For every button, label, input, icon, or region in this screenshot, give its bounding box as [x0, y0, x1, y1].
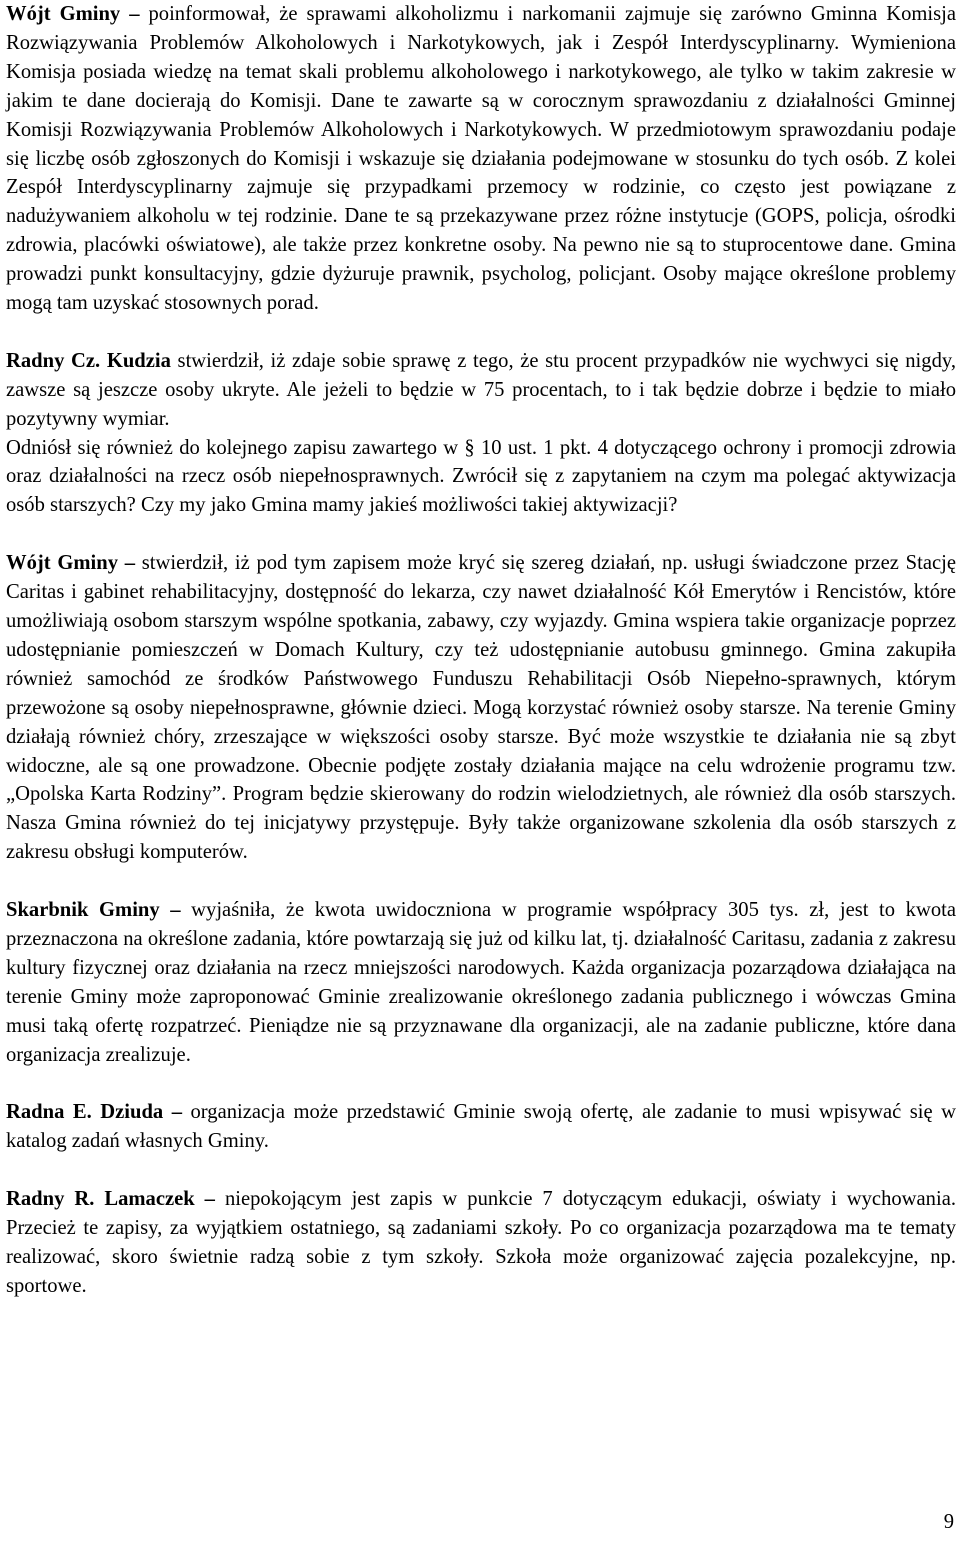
paragraph-skarbnik — [6, 896, 956, 1069]
document-page — [6, 0, 956, 1301]
paragraph-dziuda — [6, 1098, 956, 1156]
speaker-label: Radna E. Dziuda – — [6, 1101, 182, 1124]
paragraph-gap — [6, 520, 956, 549]
paragraph-text: wyjaśniła, że kwota uwidoczniona w programie współpracy 305 tys. zł, jest to kwota przeznaczona na określone zadania, które powtarzają się już od kilku lat, tj. działalność Caritasu, zadania z zakresu kultury fizycznej oraz działania na rzecz mniejszości narodowych. Każda organizacja pozarządowa działająca na terenie Gminy może zaproponować Gminie zrealizowanie określonego zadania publicznego i wówczas Gmina musi taką ofertę rozpatrzeć. Pieniądze nie są przyznawane dla organizacji, ale na zadanie publiczne, które dana organizacja zrealizuje. — [6, 899, 956, 1066]
paragraph-wojt-activation — [6, 549, 956, 867]
paragraph-gap — [6, 1069, 956, 1098]
speaker-label: Wójt Gminy – — [6, 3, 140, 25]
paragraph-text: poinformował, że sprawami alkoholizmu i narkomanii zajmuje się zarówno Gminna Komisja Rozwiązywania Problemów Alkoholowych i Narkotykowych, jak i Zespół Interdyscyplinarny. Wymieniona Komisja posiada wiedzę na temat skali problemu alkoholowego i narkotykowego, ale tylko w takim zakresie w jakim te dane docierają do Komisji. Dane te zawarte są w corocznym sprawozdaniu z działalności Gminnej Komisji Rozwiązywania Problemów Alkoholowych i Narkotykowych. W przedmiotowym sprawozdaniu podaje się liczbę osób zgłoszonych do Komisji i wskazuje się działania podejmowane w stosunku do tych osób. Z kolei Zespół Interdyscyplinarny zajmuje się przypadkami przemocy w rodzinie, co często jest powiązane z nadużywaniem alkoholu w tej rodzinie. Dane te są przekazywane przez różne instytucje (GOPS, policja, ośrodki zdrowia, placówki oświatowe), ale także przez konkretne osoby. Na pewno nie są to stuprocentowe dane. Gmina prowadzi punkt konsultacyjny, gdzie dyżuruje prawnik, psycholog, policjant. Osoby mające określone problemy mogą tam uzyskać stosownych porad. — [6, 3, 956, 315]
paragraph-kudzia-question — [6, 434, 956, 521]
paragraph-lamaczek — [6, 1185, 956, 1301]
speaker-label: Skarbnik Gminy – — [6, 899, 181, 922]
paragraph-wojt-alcohol — [6, 0, 956, 318]
paragraph-gap — [6, 1156, 956, 1185]
paragraph-text: stwierdził, iż pod tym zapisem może kryć się szereg działań, np. usługi świadczone przez Stację Caritas i gabinet rehabilitacyjny, dostępność do lekarza, czy nawet działalność Kół Emerytów i Rencistów, które umożliwiają osobom starszym wspólne spotkania, zabawy, czy wyjazdy. Gmina wspiera takie organizacje poprzez udostępnianie pomieszczeń w Domach Kultury, czy też udostępnianie autobusu gminnego. Gmina zakupiła również samochód ze środków Państwowego Funduszu Rehabilitacji Osób Niepełno-sprawnych, którym przewożone są osoby niepełnosprawne, głównie dzieci. Mogą korzystać również osoby starsze. Na terenie Gminy działają również chóry, zrzeszające w większości osoby starsze. Być może wszystkie te działania nie są zbyt widoczne, ale są one prowadzone. Obecnie podjęte zostały działania mające na celu wdrożenie programu tzw. „Opolska Karta Rodziny”. Program będzie skierowany do rodzin wielodzietnych, ale również dla osób starszych. Nasza Gmina również do tej inicjatywy przystępuje. Były także organizowane szkolenia dla osób starszych z zakresu obsługi komputerów. — [6, 552, 956, 864]
paragraph-kudzia — [6, 347, 956, 434]
speaker-label: Wójt Gminy – — [6, 552, 136, 575]
paragraph-text: stwierdził, iż zdaje sobie sprawę z tego, że stu procent przypadków nie wychwyci się nigdy, zawsze są jeszcze osoby ukryte. Ale jeżeli to będzie w 75 procentach, to i tak będzie dobrze i będzie to miało pozytywny wymiar. — [6, 349, 956, 430]
speaker-label: Radny Cz. Kudzia — [6, 349, 171, 372]
paragraph-gap — [6, 318, 956, 347]
paragraph-text: organizacja może przedstawić Gminie swoją ofertę, ale zadanie to musi wpisywać się w katalog zadań własnych Gminy. — [6, 1101, 956, 1153]
speaker-label: Radny R. Lamaczek – — [6, 1188, 215, 1211]
paragraph-text: Odniósł się również do kolejnego zapisu zawartego w § 10 ust. 1 pkt. 4 dotyczącego ochrony i promocji zdrowia oraz działalności na rzecz osób niepełnosprawnych. Zwrócił się z zapytaniem na czym ma polegać aktywizacja osób starszych? Czy my jako Gmina mamy jakieś możliwości takiej aktywizacji? — [6, 436, 956, 517]
paragraph-text: niepokojącym jest zapis w punkcie 7 dotyczącym edukacji, oświaty i wychowania. Przecież te zapisy, za wyjątkiem ostatniego, są zadaniami szkoły. Po co organizacja pozarządowa ma te tematy realizować, skoro świetnie radzą sobie z tym szkoły. Szkoła może organizować zajęcia pozalekcyjne, np. sportowe. — [6, 1188, 956, 1297]
page-number: 9 — [943, 1511, 954, 1533]
paragraph-gap — [6, 867, 956, 896]
